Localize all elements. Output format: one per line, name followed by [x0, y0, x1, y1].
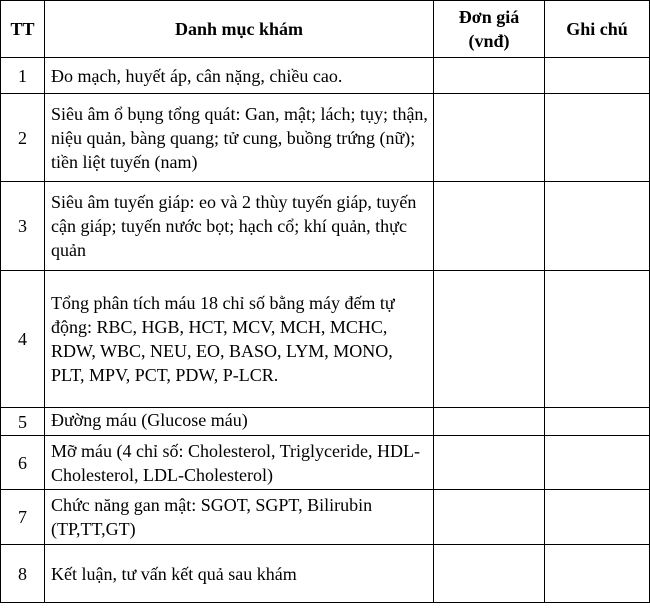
row-price	[434, 545, 545, 603]
table-header-row	[1, 1, 650, 58]
row-number: 7	[1, 490, 45, 545]
row-note	[545, 182, 650, 271]
table-row	[1, 182, 650, 271]
row-item: Siêu âm ổ bụng tổng quát: Gan, mật; lách; tụy; thận, niệu quản, bàng quang; tử cung, buồng trứng (nữ); tiền liệt tuyến (nam)	[45, 94, 434, 182]
row-price	[434, 436, 545, 490]
row-note	[545, 545, 650, 603]
table-row	[1, 436, 650, 490]
row-price	[434, 408, 545, 436]
row-number: 5	[1, 408, 45, 436]
header-price-line1: Đơn giá	[458, 7, 520, 27]
row-number: 4	[1, 271, 45, 408]
row-note	[545, 490, 650, 545]
row-price	[434, 94, 545, 182]
row-item: Mỡ máu (4 chỉ số: Cholesterol, Triglyceride, HDL- Cholesterol, LDL-Cholesterol)	[45, 436, 434, 490]
row-note	[545, 58, 650, 94]
row-item: Đường máu (Glucose máu)	[45, 408, 434, 436]
header-note: Ghi chú	[545, 1, 650, 58]
row-item: Đo mạch, huyết áp, cân nặng, chiều cao.	[45, 58, 434, 94]
row-note	[545, 271, 650, 408]
row-price	[434, 271, 545, 408]
header-price	[434, 1, 545, 58]
row-number: 3	[1, 182, 45, 271]
row-item: Tổng phân tích máu 18 chỉ số bằng máy đếm tự động: RBC, HGB, HCT, MCV, MCH, MCHC, RDW, WBC, NEU, EO, BASO, LYM, MONO, PLT, MPV, PCT, PDW, P-LCR.	[45, 271, 434, 408]
row-item: Kết luận, tư vấn kết quả sau khám	[45, 545, 434, 603]
table-row	[1, 408, 650, 436]
row-price	[434, 490, 545, 545]
table-row	[1, 545, 650, 603]
row-item: Siêu âm tuyến giáp: eo và 2 thùy tuyến giáp, tuyến cận giáp; tuyến nước bọt; hạch cổ; khí quản, thực quản	[45, 182, 434, 271]
row-note	[545, 436, 650, 490]
table-row	[1, 490, 650, 545]
row-number: 1	[1, 58, 45, 94]
table-row	[1, 271, 650, 408]
row-price	[434, 182, 545, 271]
row-note	[545, 94, 650, 182]
row-number: 2	[1, 94, 45, 182]
row-price	[434, 58, 545, 94]
row-note	[545, 408, 650, 436]
row-number: 6	[1, 436, 45, 490]
row-item: Chức năng gan mật: SGOT, SGPT, Bilirubin (TP,TT,GT)	[45, 490, 434, 545]
row-number: 8	[1, 545, 45, 603]
table-row	[1, 58, 650, 94]
header-price-line2: (vnđ)	[468, 31, 510, 51]
header-tt: TT	[1, 1, 45, 58]
header-item: Danh mục khám	[45, 1, 434, 58]
table-row	[1, 94, 650, 182]
